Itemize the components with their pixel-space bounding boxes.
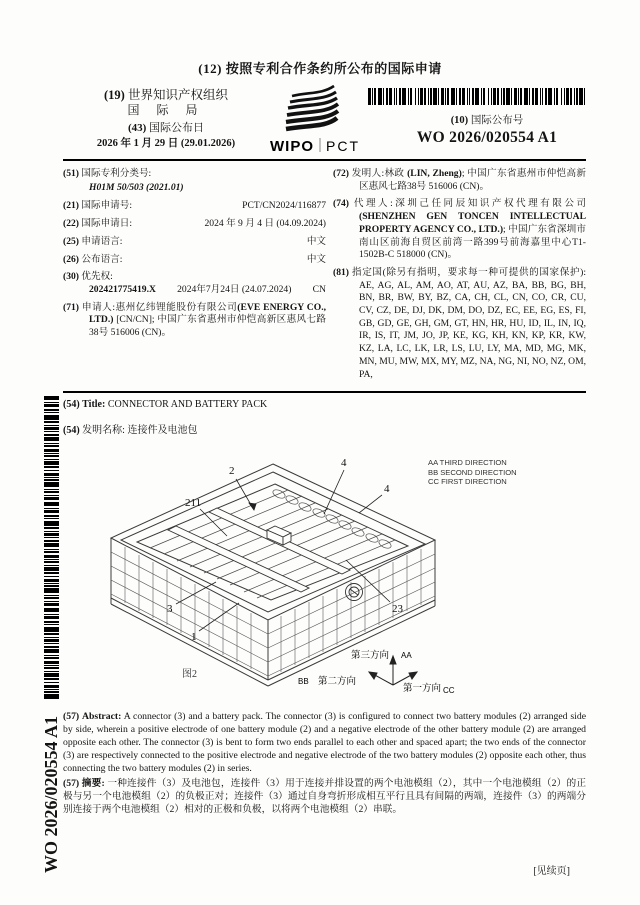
field-num-74: (74) xyxy=(333,198,349,210)
ref-label-211: 211 xyxy=(185,497,202,509)
side-publication-number: WO 2026/020554 A1 xyxy=(41,715,61,873)
applicant-address: [CN/CN]; 中国广东省惠州市仲恺高新区惠风七路38号 516006 (CN)。 xyxy=(89,314,326,339)
app-no-field xyxy=(63,200,326,213)
ipc-label: 国际专利分类号: xyxy=(81,168,152,179)
title-zh-label: 发明名称: xyxy=(82,425,125,436)
title-en-line xyxy=(63,399,586,410)
field-num-10: (10) xyxy=(450,115,469,126)
title-zh-line xyxy=(63,421,586,436)
org-block xyxy=(76,88,256,151)
inventor-field xyxy=(333,168,586,193)
designated-states-field xyxy=(333,267,586,381)
legend-bb: BB SECOND DIRECTION xyxy=(428,467,517,477)
app-date-value: 2024 年 9 月 4 日 (04.09.2024) xyxy=(204,218,326,230)
axis-aa-label: AA xyxy=(401,651,412,660)
pub-lang-field xyxy=(63,254,326,267)
ref-label-2: 2 xyxy=(229,465,235,477)
field-num-81: (81) xyxy=(333,266,349,278)
axis-bb-label: BB xyxy=(298,677,309,686)
org-bureau: 国 际 局 xyxy=(127,103,205,117)
org-name-line xyxy=(76,88,256,103)
biblio-left-column xyxy=(63,168,326,345)
field-num-54-en: (54) xyxy=(63,399,80,410)
axis-second-label: 第二方向 xyxy=(318,677,357,687)
pub-no-label: 国际公布号 xyxy=(470,115,524,126)
ref-label-1: 1 xyxy=(191,631,197,643)
designated-label: 指定国(除另有指明，要求每一种可提供的国家保护): xyxy=(352,266,586,278)
pub-date-label-line xyxy=(76,121,256,136)
vent-valve-icon xyxy=(346,584,363,601)
abstract-zh-text: 一种连接件（3）及电池包，连接件（3）用于连接并排设置的两个电池模组（2），其中一个电池模组（2）的正极与另一个电池模组（2）的负极正对；连接件（3）通过自身弯折形成相互平行且具有间隔的两端，连接件（3）的两端分别连接于两个电池模组（2）相对的正极和负极，以将两个电池模组（2）串联。 xyxy=(63,778,587,816)
axis-cc-label: CC xyxy=(443,686,455,695)
designated-states-list: AE, AG, AL, AM, AO, AT, AU, AZ, BA, BB, BG, BH, BN, BR, BW, BY, BZ, CA, CH, CL, CN, CO, CR, CU, CV, CZ, DE, DJ, DK, DM, DO, DZ, EC, EE, EG, ES, FI, GB, GD, GE, GH, GM, GT, HN, HR, HU, ID, IL, IN, IQ, IR, IS, IT, JM, JO, JP, KE, KG, KH, KN, KP, KR, KW, KZ, LA, LC, LK, LR, LS, LU, LY, MA, MD, MG, MK, MN, MU, MW, MX, MY, MZ, NA, NG, NI, NO, NZ, OM, PA, xyxy=(359,279,586,380)
agent-field xyxy=(333,198,586,262)
org-name: 世界知识产权组织 xyxy=(127,88,228,102)
applicant-field xyxy=(63,302,326,340)
pub-no-block xyxy=(388,112,586,147)
field-num-30: (30) xyxy=(63,271,79,283)
logo-pct-text: PCT xyxy=(326,138,360,154)
pub-no-value: WO 2026/020554 A1 xyxy=(416,129,558,146)
priority-country: CN xyxy=(312,283,326,295)
legend-aa: AA THIRD DIRECTION xyxy=(428,458,507,467)
agent-address: ; 中国广东省深圳市南山区前海自贸区前湾一路399号前海嘉里中心T1-1502B-C 518000 (CN)。 xyxy=(359,223,586,261)
continuation-note: [见续页] xyxy=(533,866,570,877)
side-barcode-icon xyxy=(44,396,59,699)
field-num-25: (25) xyxy=(63,235,79,247)
filing-lang-field xyxy=(63,236,326,249)
field-num-51: (51) xyxy=(63,168,79,179)
field-num-71: (71) xyxy=(63,301,79,313)
title-zh-text: 连接件及电池包 xyxy=(127,425,198,436)
agent-text: 代理人:深圳己任同辰知识产权代理有限公司 xyxy=(353,198,586,210)
priority-number: 202421775419.X xyxy=(89,283,156,295)
legend-cc: CC FIRST DIRECTION xyxy=(428,477,507,487)
title-en-label: Title: xyxy=(82,399,106,410)
inventor-text: 发明人:林政 xyxy=(351,168,408,179)
field-num-43: (43) xyxy=(127,122,147,134)
inventor-en-name: (LIN, Zheng) xyxy=(407,168,462,179)
pub-date-value: 2026 年 1 月 29 日 (29.01.2026) xyxy=(96,138,236,149)
field-num-26: (26) xyxy=(63,253,79,265)
field-num-54-zh: (54) xyxy=(63,425,80,436)
pub-date-label: 国际公布日 xyxy=(149,122,205,134)
filing-lang-value: 中文 xyxy=(306,235,326,247)
field-num-21: (21) xyxy=(63,200,79,212)
axis-triad xyxy=(298,649,455,695)
field-num-12: (12) xyxy=(198,61,222,76)
priority-field xyxy=(63,271,326,296)
field-num-22: (22) xyxy=(63,218,79,230)
title-en-text: CONNECTOR AND BATTERY PACK xyxy=(107,399,268,410)
ref-label-4a: 4 xyxy=(341,457,347,469)
abstract-zh-label: 摘要: xyxy=(81,778,105,789)
abstract-en xyxy=(63,710,586,775)
field-num-57-zh: (57) xyxy=(63,778,80,789)
wipo-pct-logo xyxy=(262,84,366,162)
inventor-address: ; 中国广东省惠州市仲恺高新区惠风七路38号 516006 (CN)。 xyxy=(359,168,586,192)
app-date-label: (22) 国际申请日: xyxy=(63,218,133,230)
ref-label-23: 23 xyxy=(392,603,403,615)
abstract-en-label: Abstract: xyxy=(82,711,122,722)
ipc-value: H01M 50/503 (2021.01) xyxy=(89,181,184,193)
filing-lang-label: (25) 申请语言: xyxy=(63,235,123,247)
abstract-zh xyxy=(63,777,586,816)
header-rule xyxy=(63,159,586,161)
app-no-value: PCT/CN2024/116877 xyxy=(242,200,326,212)
wipo-swoosh-icon xyxy=(286,86,338,129)
field-num-57-en: (57) xyxy=(63,711,80,722)
app-no-label: (21) 国际申请号: xyxy=(63,200,133,212)
ipc-field xyxy=(63,168,326,181)
axis-first-label: 第一方向 xyxy=(403,684,442,694)
ref-label-4b: 4 xyxy=(384,483,390,495)
agent-en-name: (SHENZHEN GEN TONCEN INTELLECTUAL PROPERTY AGENCY CO., LTD.) xyxy=(359,211,586,235)
pub-lang-value: 中文 xyxy=(306,253,326,265)
figure-2-drawing xyxy=(103,452,481,704)
doc-type-line xyxy=(0,58,640,77)
pub-no-label-line xyxy=(388,112,586,127)
applicant-en-name: (EVE ENERGY CO., LTD.) xyxy=(89,301,326,326)
pub-lang-label: (26) 公布语言: xyxy=(63,253,123,265)
biblio-right-column xyxy=(333,168,586,386)
priority-label: 优先权: xyxy=(81,271,113,283)
ref-label-3: 3 xyxy=(167,603,173,615)
field-num-19: (19) xyxy=(104,88,125,102)
priority-date: 2024年7月24日 (24.07.2024) xyxy=(177,283,292,295)
doc-type-text: 按照专利合作条约所公布的国际申请 xyxy=(225,61,442,76)
figure-caption: 图2 xyxy=(182,669,197,680)
logo-wipo-text: WIPO xyxy=(270,138,314,155)
title-rule xyxy=(63,391,586,393)
field-num-72: (72) xyxy=(333,168,349,179)
abstract-en-text: A connector (3) and a battery pack. The connector (3) is configured to connect two battery modules (2) arranged side by side, wherein a positive electrode of one battery module (2) and a negative electrode of the other battery module (2) are arranged opposite each other. The connector (3) is bent to form two ends parallel to each other and spaced apart; the two ends of the connector (3) are respectively connected to the positive electrode and negative electrode of the two battery modules (2) opposite each other, thus connecting the two battery modules (2) in series. xyxy=(63,711,586,775)
applicant-text: 申请人:惠州亿纬锂能股份有限公司 xyxy=(81,301,238,313)
publication-barcode-icon xyxy=(368,88,586,105)
axis-third-label: 第三方向 xyxy=(351,651,390,661)
app-date-field xyxy=(63,218,326,231)
